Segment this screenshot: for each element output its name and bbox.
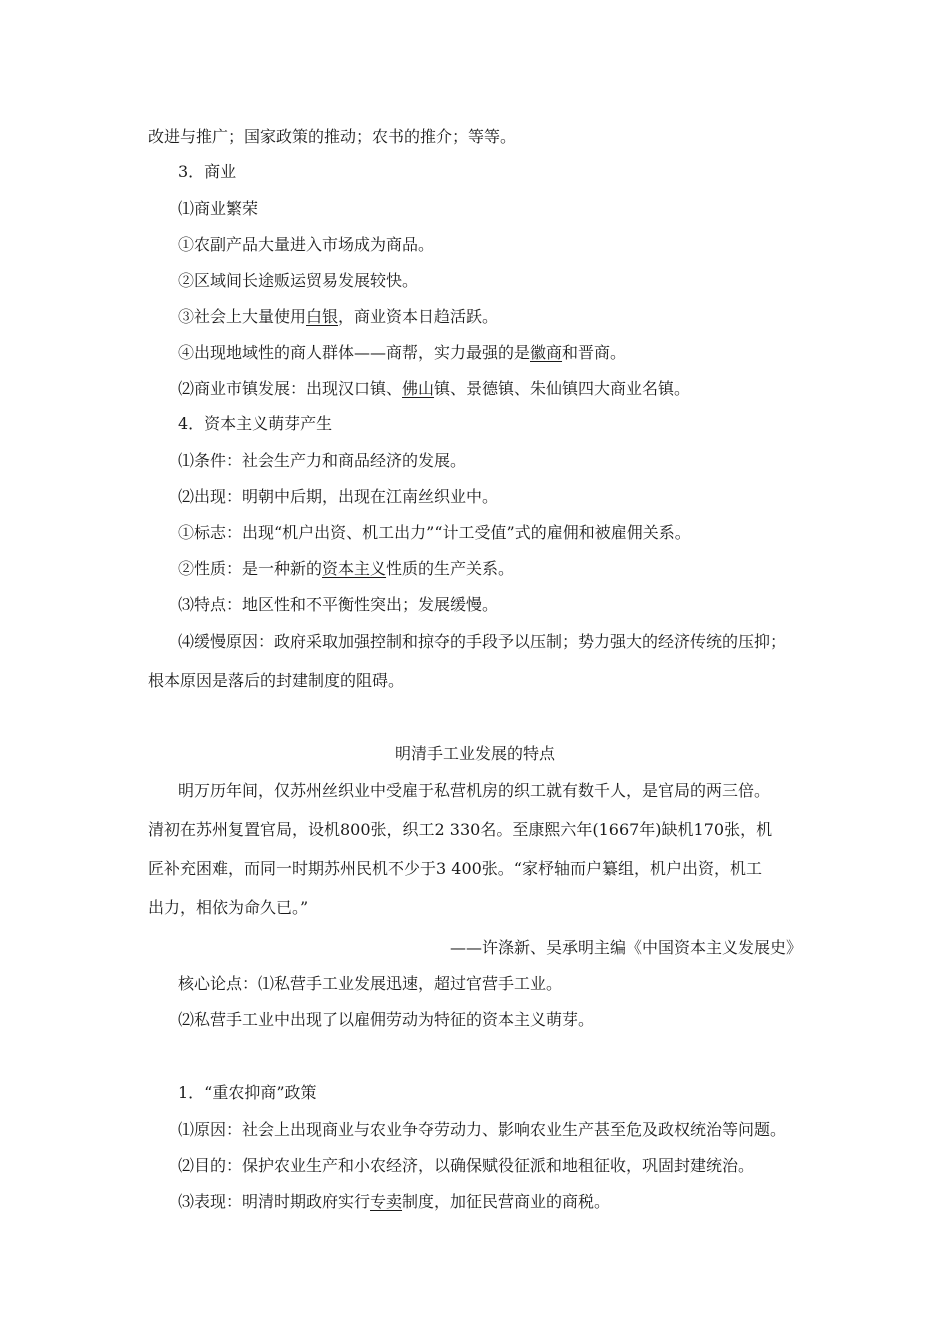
text-line: ⑵目的：保护农业生产和小农经济，以确保赋役征派和地租征收，巩固封建统治。: [178, 1156, 755, 1175]
text-line: ⑷缓慢原因：政府采取加强控制和掠夺的手段予以压制；势力强大的经济传统的压抑；: [178, 632, 787, 651]
text-line: 核心论点：⑴私营手工业发展迅速，超过官营手工业。: [178, 974, 563, 993]
text-line: ⑵商业市镇发展：出现汉口镇、佛山镇、景德镇、朱仙镇四大商业名镇。: [178, 379, 691, 398]
underlined-term: 佛山: [402, 379, 435, 398]
text-line: ⑴原因：社会上出现商业与农业争夺劳动力、影响农业生产甚至危及政权统治等问题。: [178, 1120, 787, 1139]
text-line: 根本原因是落后的封建制度的阻碍。: [148, 671, 405, 690]
text-line: ④出现地域性的商人群体——商帮，实力最强的是徽商和晋商。: [178, 343, 627, 362]
quote-line: 清初在苏州复置官局，设机800张，织工2 330名。至康熙六年(1667年)缺机170张，机: [148, 820, 773, 839]
text-line: 改进与推广；国家政策的推动；农书的推介；等等。: [148, 127, 517, 146]
text-line: ⑶表现：明清时期政府实行专卖制度，加征民营商业的商税。: [178, 1192, 611, 1211]
text-line: ⑴条件：社会生产力和商品经济的发展。: [178, 451, 467, 470]
subheading: ⑴商业繁荣: [178, 199, 259, 218]
section-heading: 3．商业: [178, 162, 237, 181]
material-title: 明清手工业发展的特点: [394, 744, 555, 763]
text-line: ③社会上大量使用白银，商业资本日趋活跃。: [178, 307, 499, 326]
section-heading: 4．资本主义萌芽产生: [178, 414, 333, 433]
quote-source: ——许涤新、吴承明主编《中国资本主义发展史》: [449, 938, 802, 957]
underlined-term: 专卖: [370, 1192, 403, 1211]
text-line: ①标志：出现“机户出资、机工出力”“计工受值”式的雇佣和被雇佣关系。: [178, 523, 691, 542]
underlined-term: 白银: [306, 307, 339, 326]
text-line: ②性质：是一种新的资本主义性质的生产关系。: [178, 559, 515, 578]
underlined-term: 资本主义: [322, 559, 387, 578]
text-line: ⑵私营手工业中出现了以雇佣劳动为特征的资本主义萌芽。: [178, 1010, 595, 1029]
text-line: ⑵出现：明朝中后期，出现在江南丝织业中。: [178, 487, 499, 506]
quote-line: 匠补充困难，而同一时期苏州民机不少于3 400张。“家杼轴而户纂组，机户出资，机工: [148, 859, 762, 878]
text-line: ①农副产品大量进入市场成为商品。: [178, 235, 435, 254]
text-line: ⑶特点：地区性和不平衡性突出；发展缓慢。: [178, 595, 499, 614]
quote-line: 明万历年间，仅苏州丝织业中受雇于私营机房的织工就有数千人，是官局的两三倍。: [178, 781, 771, 800]
quote-line: 出力，相依为命久已。”: [148, 898, 309, 917]
underlined-term: 徽商: [530, 343, 563, 362]
section-heading: 1．“重农抑商”政策: [178, 1083, 317, 1102]
text-line: ②区域间长途贩运贸易发展较快。: [178, 271, 419, 290]
